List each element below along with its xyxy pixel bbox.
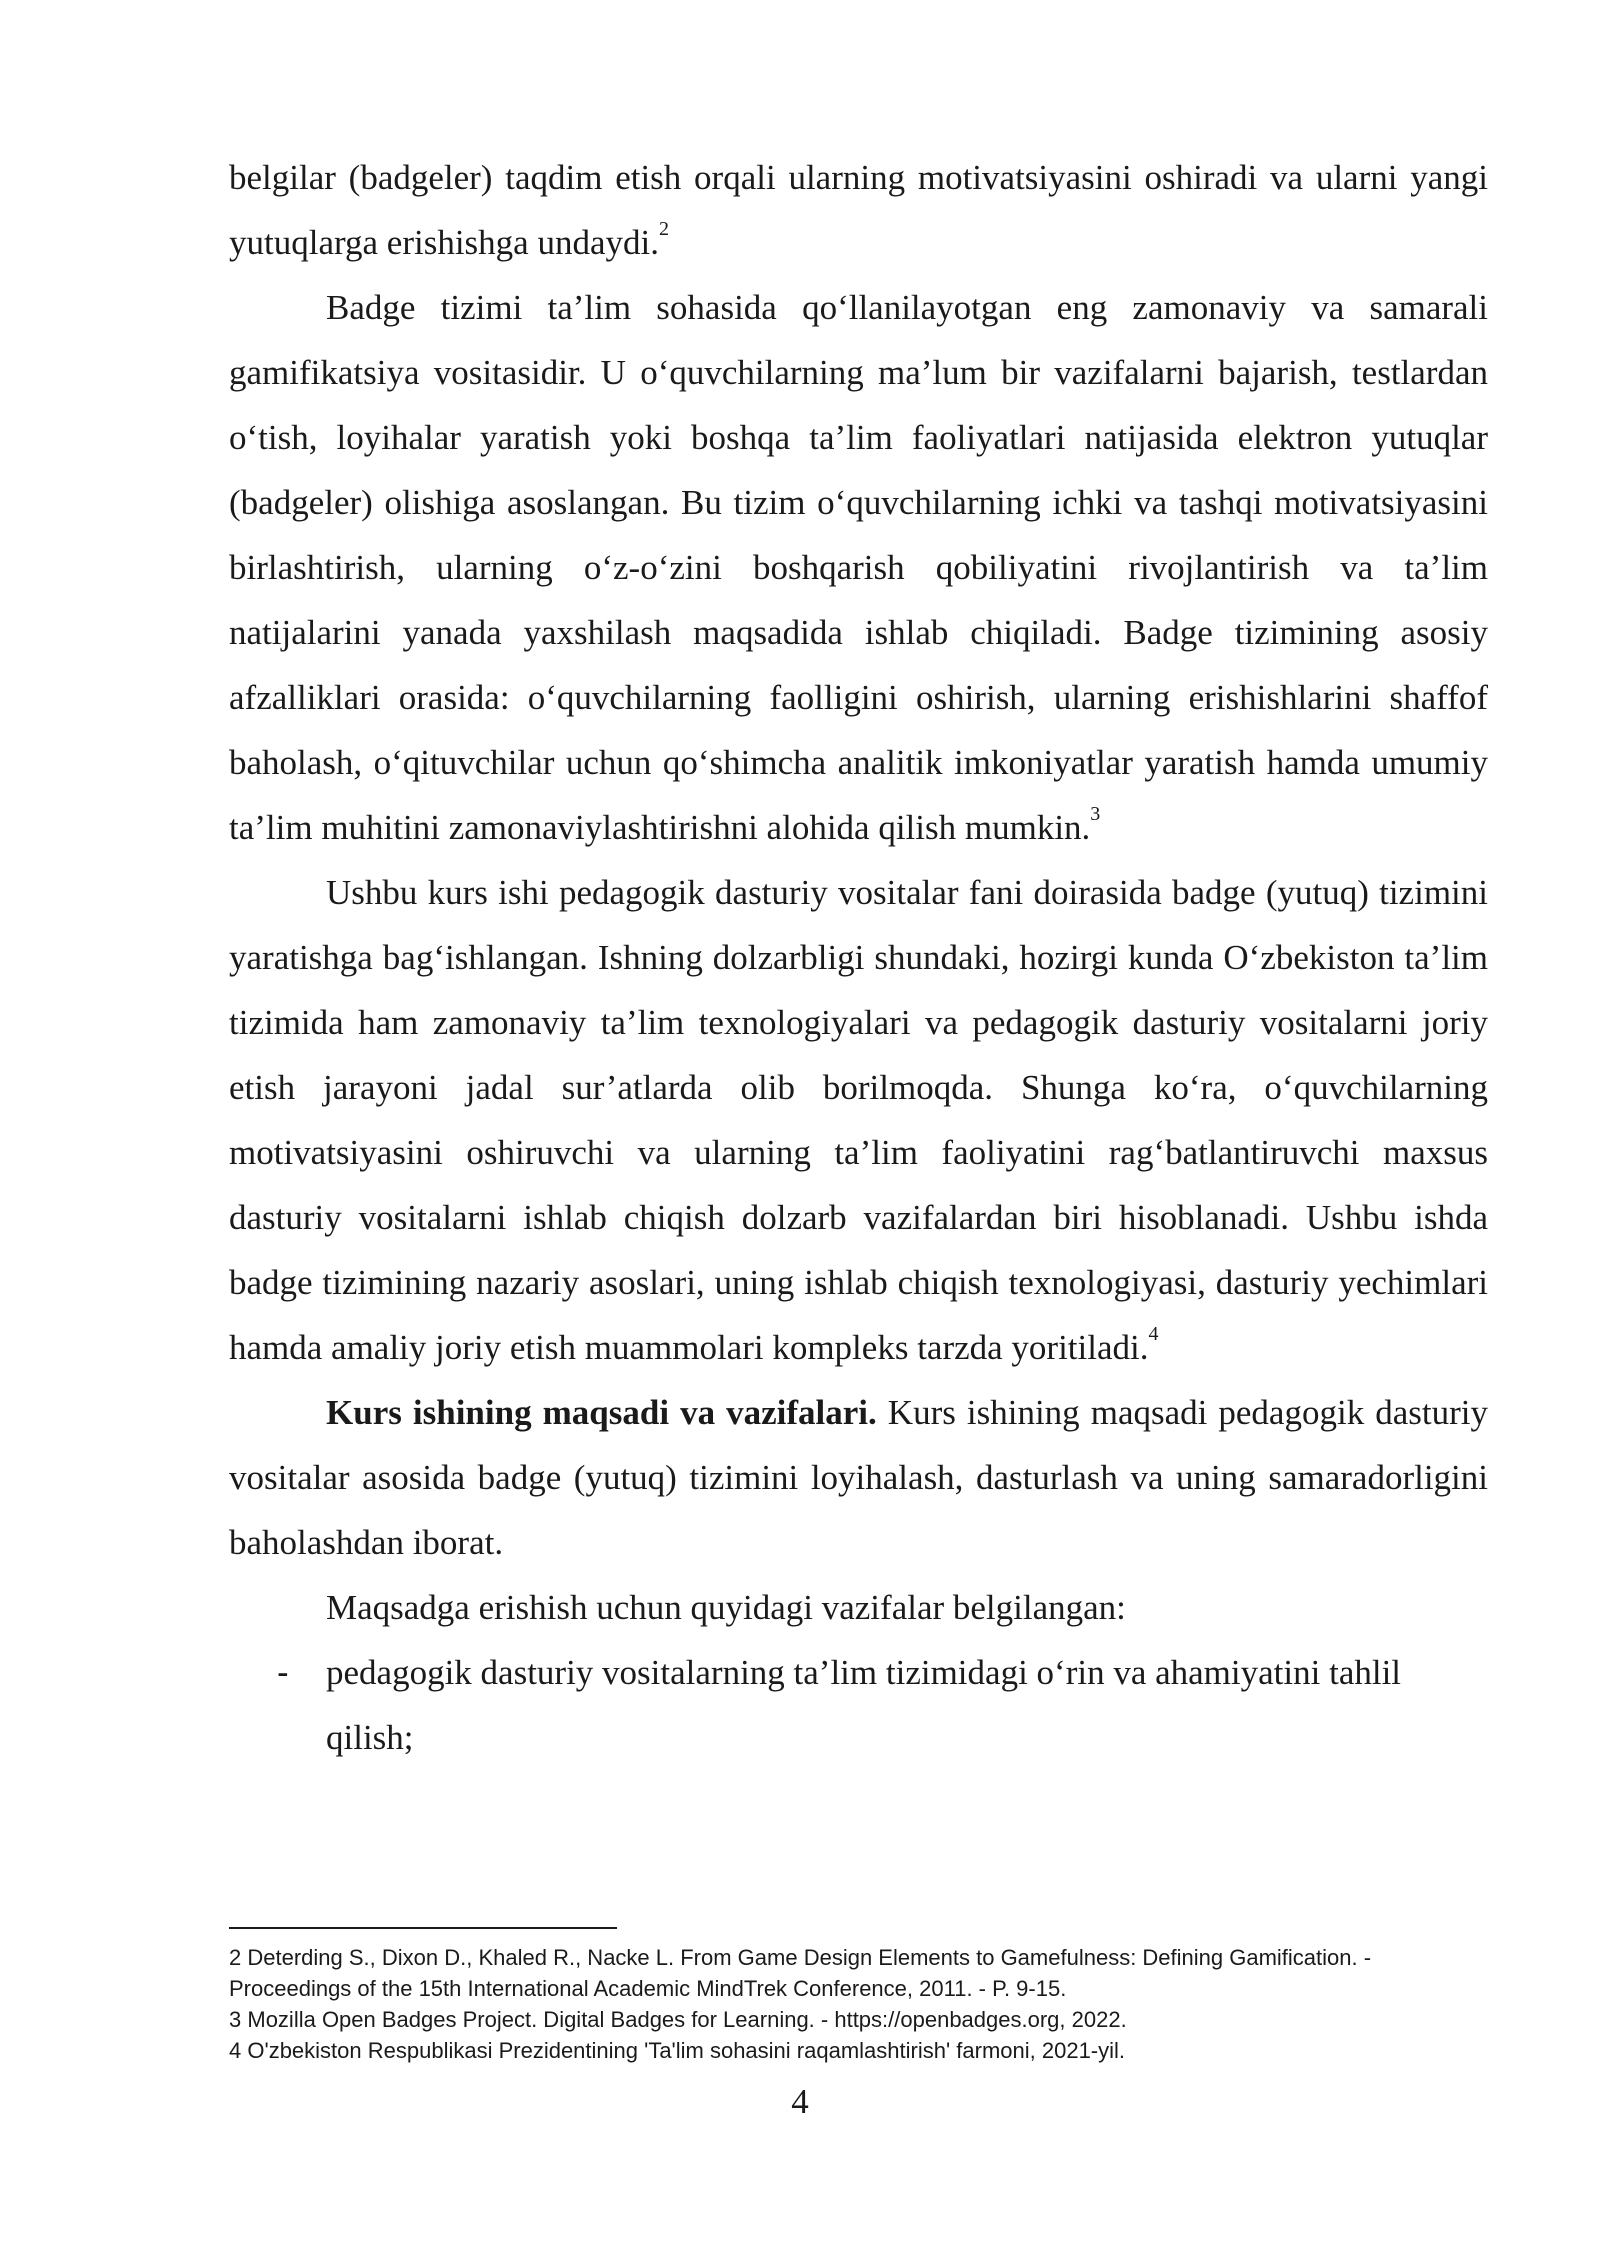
paragraph-goals (229, 1380, 1488, 1575)
footnote-reference[interactable]: 3 (1090, 803, 1101, 826)
footnote-reference[interactable]: 2 (658, 218, 669, 241)
footnote-number: 3 (229, 2007, 242, 2032)
footnote (229, 2035, 1488, 2066)
footnote-text: Deterding S., Dixon D., Khaled R., Nacke L. From Game Design Elements to Gamefulness: Defining Gamification. - Proceedings of the 15th International Academic MindTrek Conference, 2011. - P. 9-15. (229, 1945, 1372, 2001)
footnote-separator (229, 1927, 617, 1929)
task-list (229, 1640, 1488, 1770)
paragraph-relevance (229, 860, 1488, 1380)
body-text (229, 145, 1488, 1770)
paragraph-text: Badge tizimi ta’lim sohasida qo‘llanilayotgan eng zamonaviy va samarali gamifikatsiya vositasidir. U o‘quvchilarning ma’lum bir vazifalarni bajarish, testlardan o‘tish, loyihalar yaratish yoki boshqa ta’lim faoliyatlari natijasida elektron yutuqlar (badgeler) olishiga asoslangan. Bu tizim o‘quvchilarning ichki va tashqi motivatsiyasini birlashtirish, ularning o‘z-o‘zini boshqarish qobiliyatini rivojlantirish va ta’lim natijalarini yanada yaxshilash maqsadida ishlab chiqiladi. Badge tizimining asosiy afzalliklari orasida: o‘quvchilarning faolligini oshirish, ularning erishishlarini shaffof baholash, o‘qituvchilar uchun qo‘shimcha analitik imkoniyatlar yaratish hamda umumiy ta’lim muhitini zamonaviylashtirishni alohida qilish mumkin. (229, 288, 1488, 847)
paragraph-text: Maqsadga erishish uchun quyidagi vazifalar belgilangan: (326, 1588, 1126, 1627)
footnote-reference[interactable]: 4 (1148, 1323, 1159, 1346)
paragraph-tasks-intro (229, 1575, 1488, 1640)
list-item-text: pedagogik dasturiy vositalarning ta’lim tizimidagi o‘rin va ahamiyatini tahlil qilish; (326, 1653, 1402, 1757)
paragraph-text: Kurs ishining maqsadi pedagogik dasturiy vositalar asosida badge (yutuq) tizimini loyihalash, dasturlash va uning samaradorligini baholashdan iborat. (229, 1393, 1488, 1562)
section-heading-inline: Kurs ishining maqsadi va vazifalari. (326, 1393, 877, 1432)
footnote-number: 4 (229, 2038, 242, 2063)
footnote-number: 2 (229, 1945, 242, 1970)
footnote (229, 2004, 1488, 2035)
page-number: 4 (791, 2082, 809, 2121)
paragraph-continuation (229, 145, 1488, 275)
footnote-text: Mozilla Open Badges Project. Digital Badges for Learning. - https://openbadges.org, 2022. (247, 2007, 1127, 2032)
paragraph-badge-system (229, 275, 1488, 860)
footnotes (229, 1942, 1488, 2066)
footnote (229, 1942, 1488, 2004)
paragraph-text: Ushbu kurs ishi pedagogik dasturiy vositalar fani doirasida badge (yutuq) tizimini yaratishga bag‘ishlangan. Ishning dolzarbligi shundaki, hozirgi kunda O‘zbekiston ta’lim tizimida ham zamonaviy ta’lim texnologiyalari va pedagogik dasturiy vositalarni joriy etish jarayoni jadal sur’atlarda olib borilmoqda. Shunga ko‘ra, o‘quvchilarning motivatsiyasini oshiruvchi va ularning ta’lim faoliyatini rag‘batlantiruvchi maxsus dasturiy vositalarni ishlab chiqish dolzarb vazifalardan biri hisoblanadi. Ushbu ishda badge tizimining nazariy asoslari, uning ishlab chiqish texnologiyasi, dasturiy yechimlari hamda amaliy joriy etish muammolari kompleks tarzda yoritiladi. (229, 873, 1488, 1367)
list-item (229, 1640, 1488, 1770)
dash-bullet-icon: - (277, 1653, 289, 1692)
footnote-text: O'zbekiston Respublikasi Prezidentining 'Ta'lim sohasini raqamlashtirish' farmoni, 2021-yil. (247, 2038, 1126, 2063)
paragraph-text: belgilar (badgeler) taqdim etish orqali ularning motivatsiyasini oshiradi va ularni yangi yutuqlarga erishishga undaydi. (229, 158, 1488, 262)
